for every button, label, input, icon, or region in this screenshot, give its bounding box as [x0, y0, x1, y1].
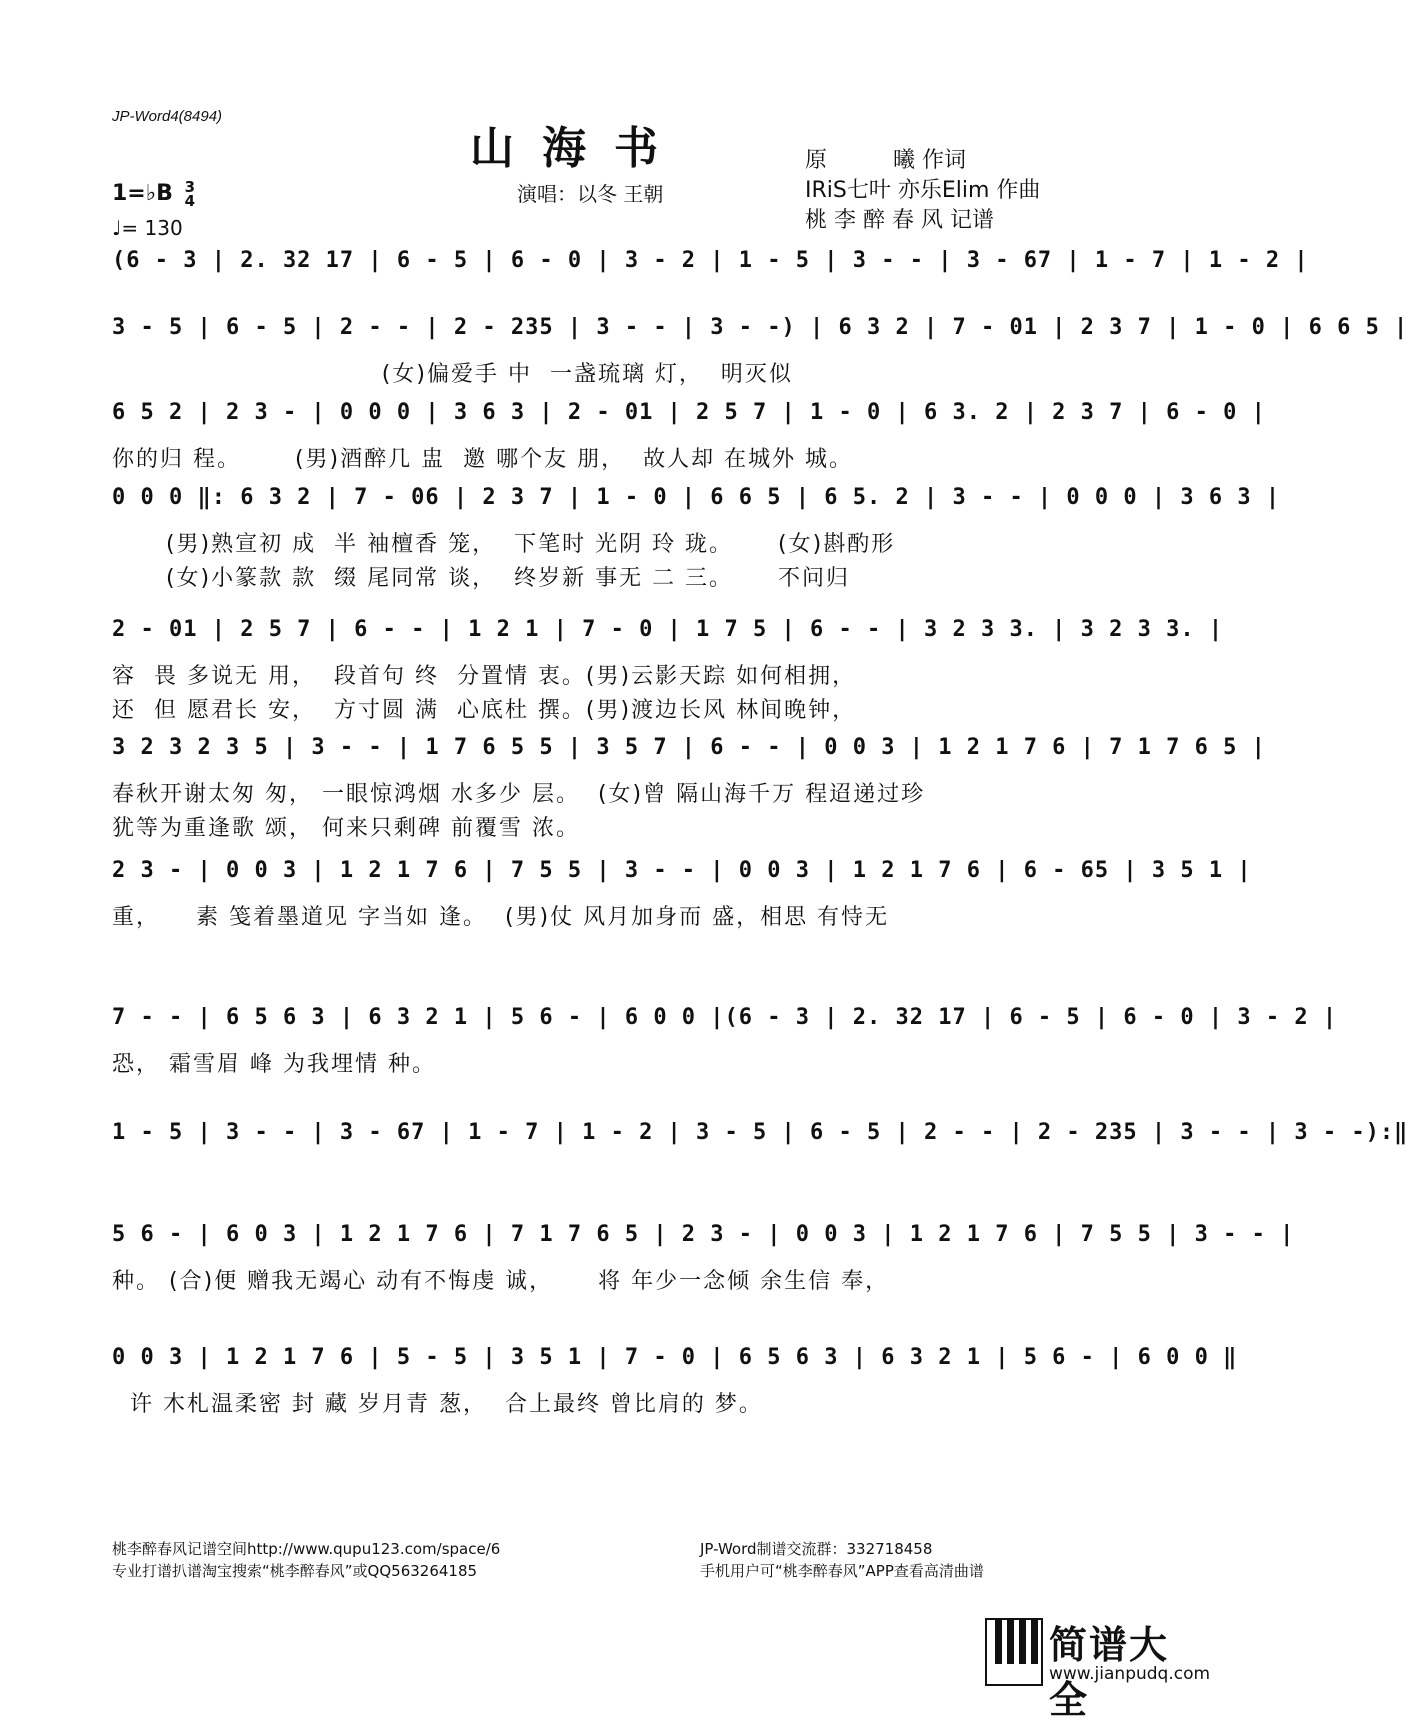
lyric-line: 恐， 霜雪眉 峰 为我埋情 种。: [112, 1052, 436, 1077]
lyric-line: (男)熟宣初 成 半 袖檀香 笼， 下笔时 光阴 玲 珑。 (女)斟酌形: [112, 532, 896, 557]
notation-line: 6 5 2 | 2 3 - | 0 0 0 | 3 6 3 | 2 - 01 | 2 5 7 | 1 - 0 | 6 3. 2 | 2 3 7 | 6 - 0 |: [112, 400, 1266, 425]
key-label: 1=♭B: [112, 181, 173, 206]
time-signature: [185, 180, 195, 208]
composer-credit: IRiS七叶 亦乐Elim 作曲: [805, 178, 1041, 203]
notation-line: 1 - 5 | 3 - - | 3 - 67 | 1 - 7 | 1 - 2 | 3 - 5 | 6 - 5 | 2 - - | 2 - 235 | 3 - - | 3 - -):‖: [112, 1120, 1408, 1145]
lyric-line: 春秋开谢太匆 匆， 一眼惊鸿烟 水多少 层。 (女)曾 隔山海千万 程迢递过珍: [112, 782, 926, 807]
lyric-line: (女)小篆款 款 缀 尾同常 谈， 终岁新 事无 二 三。 不问归: [112, 566, 851, 591]
piano-icon: [985, 1618, 1043, 1686]
notation-line: 3 2 3 2 3 5 | 3 - - | 1 7 6 5 5 | 3 5 7 | 6 - - | 0 0 3 | 1 2 1 7 6 | 7 1 7 6 5 |: [112, 735, 1266, 760]
notation-line: 0 0 0 ‖: 6 3 2 | 7 - 06 | 2 3 7 | 1 - 0 | 6 6 5 | 6 5. 2 | 3 - - | 0 0 0 | 3 6 3 |: [112, 485, 1281, 510]
lyric-line: (女)偏爱手 中 一盏琉璃 灯， 明灭似: [112, 362, 793, 387]
lyric-line: 重， 素 笺着墨道见 字当如 逢。 (男)仗 风月加身而 盛，相思 有恃无: [112, 905, 890, 930]
time-top: 3: [184, 178, 195, 196]
time-bottom: 4: [184, 192, 195, 210]
tempo-marking: ♩= 130: [112, 216, 183, 240]
transcriber-credit: 桃 李 醉 春 风 记谱: [805, 208, 994, 233]
singer-credit: 演唱：以冬 王朝: [517, 182, 664, 206]
lyric-line: 许 木札温柔密 封 藏 岁月青 葱， 合上最终 曾比肩的 梦。: [112, 1392, 763, 1417]
song-title: 山海书: [470, 123, 686, 174]
site-logo: [985, 1614, 1211, 1722]
lyric-line: 种。 (合)便 赠我无竭心 动有不悔虔 诚， 将 年少一念倾 余生信 奉，: [112, 1269, 890, 1294]
logo-url: www.jianpudq.com: [1049, 1664, 1211, 1684]
footer-left-line1: 桃李醉春风记谱空间http://www.qupu123.com/space/6: [112, 1540, 501, 1558]
credits-block: [805, 146, 1085, 236]
notation-line: 2 3 - | 0 0 3 | 1 2 1 7 6 | 7 5 5 | 3 - - | 0 0 3 | 1 2 1 7 6 | 6 - 65 | 3 5 1 |: [112, 858, 1252, 883]
lyric-line: 你的归 程。 (男)酒醉几 盅 邀 哪个友 朋， 故人却 在城外 城。: [112, 447, 854, 472]
lyric-line: 还 但 愿君长 安， 方寸圆 满 心底杜 撰。(男)渡边长风 林间晚钟，: [112, 698, 857, 723]
logo-title: 简谱大全: [1049, 1623, 1170, 1722]
footer-left-line2: 专业打谱扒谱淘宝搜索“桃李醉春风”或QQ563264185: [112, 1562, 478, 1580]
footer-right-line1: JP-Word制谱交流群：332718458: [700, 1540, 933, 1558]
lyric-line: 犹等为重逢歌 颂， 何来只剩碑 前覆雪 浓。: [112, 816, 580, 841]
notation-line: 5 6 - | 6 0 3 | 1 2 1 7 6 | 7 1 7 6 5 | 2 3 - | 0 0 3 | 1 2 1 7 6 | 7 5 5 | 3 - - |: [112, 1222, 1295, 1247]
notation-line: (6 - 3 | 2. 32 17 | 6 - 5 | 6 - 0 | 3 - 2 | 1 - 5 | 3 - - | 3 - 67 | 1 - 7 | 1 - 2 |: [112, 248, 1309, 273]
notation-line: 0 0 3 | 1 2 1 7 6 | 5 - 5 | 3 5 1 | 7 - 0 | 6 5 6 3 | 6 3 2 1 | 5 6 - | 6 0 0 ‖: [112, 1345, 1238, 1370]
lyric-line: 容 畏 多说无 用， 段首句 终 分置情 衷。(男)云影天踪 如何相拥，: [112, 664, 857, 689]
software-label: JP-Word4(8494): [112, 108, 223, 125]
lyricist-credit: 原 曦 作词: [805, 148, 966, 173]
notation-line: 3 - 5 | 6 - 5 | 2 - - | 2 - 235 | 3 - - | 3 - -) | 6 3 2 | 7 - 01 | 2 3 7 | 1 - 0 | 6 6 5 |: [112, 315, 1408, 340]
notation-line: 2 - 01 | 2 5 7 | 6 - - | 1 2 1 | 7 - 0 | 1 7 5 | 6 - - | 3 2 3 3. | 3 2 3 3. |: [112, 617, 1224, 642]
footer-right-line2: 手机用户可“桃李醉春风”APP查看高清曲谱: [700, 1562, 984, 1580]
notation-line: 7 - - | 6 5 6 3 | 6 3 2 1 | 5 6 - | 6 0 0 |(6 - 3 | 2. 32 17 | 6 - 5 | 6 - 0 | 3 - 2 |: [112, 1005, 1338, 1030]
key-signature: [112, 180, 195, 208]
